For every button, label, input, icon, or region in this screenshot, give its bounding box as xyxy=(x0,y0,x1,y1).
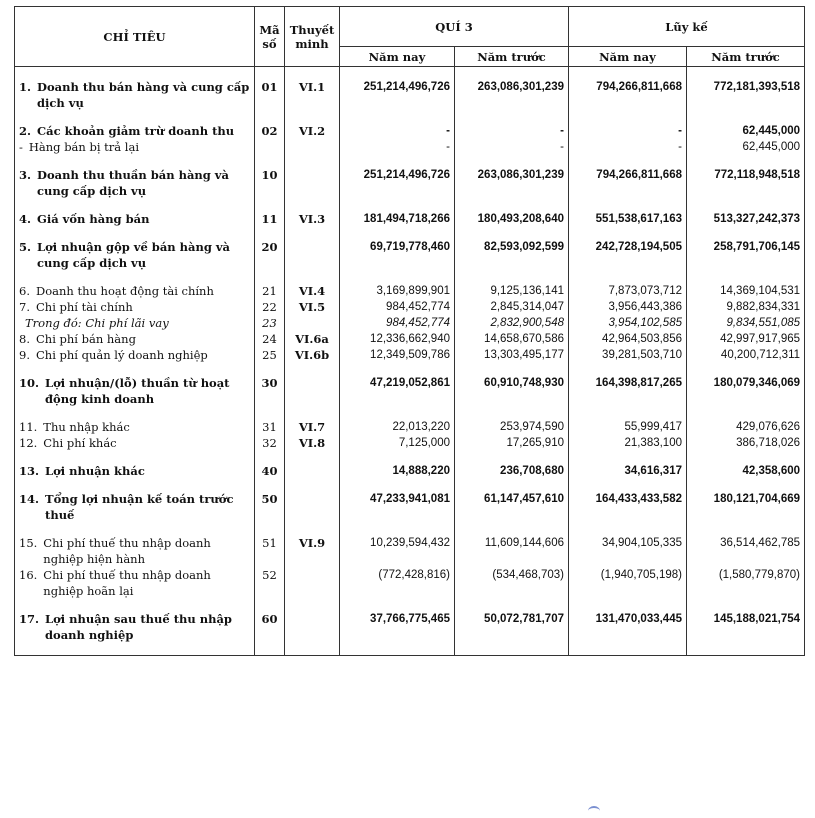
value-q-this: 12,349,509,786 xyxy=(340,347,455,363)
row-note: VI.6b xyxy=(285,347,340,363)
row-code: 20 xyxy=(255,239,285,271)
row-label-cell xyxy=(15,435,255,451)
header-quarter-last-year: Năm trước xyxy=(455,47,569,67)
row-number: 2. xyxy=(19,124,32,138)
row-label: Doanh thu bán hàng và cung cấp dịch vụ xyxy=(37,80,250,110)
value-ytd-prev: 36,514,462,785 xyxy=(687,535,805,567)
row-note xyxy=(285,167,340,199)
row-label-cell xyxy=(15,375,255,407)
row-number: 4. xyxy=(19,212,32,226)
row-label: Doanh thu thuần bán hàng và cung cấp dịch vụ xyxy=(37,168,229,198)
row-label-cell xyxy=(15,79,255,111)
value-ytd-prev: 9,834,551,085 xyxy=(687,315,805,331)
row-label-cell xyxy=(15,347,255,363)
table-row xyxy=(15,283,805,299)
table-row xyxy=(15,239,805,271)
table-row xyxy=(15,375,805,407)
value-ytd-this: 164,433,433,582 xyxy=(569,491,687,523)
value-q-prev: - xyxy=(455,139,569,155)
table-row xyxy=(15,299,805,315)
value-q-prev: 50,072,781,707 xyxy=(455,611,569,643)
row-number: 3. xyxy=(19,168,32,182)
row-label: Giá vốn hàng bán xyxy=(37,212,150,226)
value-ytd-this: 131,470,033,445 xyxy=(569,611,687,643)
value-q-this: 984,452,774 xyxy=(340,315,455,331)
row-label-cell xyxy=(15,211,255,227)
row-note xyxy=(285,239,340,271)
table-row xyxy=(15,79,805,111)
row-note: VI.1 xyxy=(285,79,340,111)
value-q-this: 69,719,778,460 xyxy=(340,239,455,271)
value-ytd-prev: 9,882,834,331 xyxy=(687,299,805,315)
table-row xyxy=(15,491,805,523)
spacer-row xyxy=(15,407,805,419)
value-q-this: 47,219,052,861 xyxy=(340,375,455,407)
row-label: Lợi nhuận sau thuế thu nhập doanh nghiệp xyxy=(45,612,232,642)
value-q-prev: 82,593,092,599 xyxy=(455,239,569,271)
value-q-prev: 61,147,457,610 xyxy=(455,491,569,523)
spacer-row xyxy=(15,227,805,239)
table-row xyxy=(15,167,805,199)
value-q-prev: 13,303,495,177 xyxy=(455,347,569,363)
table-row xyxy=(15,567,805,599)
spacer-row xyxy=(15,67,805,80)
value-q-this: 7,125,000 xyxy=(340,435,455,451)
spacer-row xyxy=(15,363,805,375)
header-ytd-this-year: Năm nay xyxy=(569,47,687,67)
row-number: 11. xyxy=(19,420,38,434)
row-label: Thu nhập khác xyxy=(43,420,130,434)
row-number: 7. xyxy=(19,300,30,314)
header-ytd-last-year: Năm trước xyxy=(687,47,805,67)
value-ytd-prev: 772,118,948,518 xyxy=(687,167,805,199)
value-q-prev: 236,708,680 xyxy=(455,463,569,479)
value-ytd-prev: 429,076,626 xyxy=(687,419,805,435)
row-label-cell xyxy=(15,535,255,567)
row-number: 1. xyxy=(19,80,32,94)
value-q-prev: 11,609,144,606 xyxy=(455,535,569,567)
value-q-prev: (534,468,703) xyxy=(455,567,569,599)
row-label: Các khoản giảm trừ doanh thu xyxy=(37,124,235,138)
value-ytd-this: 34,904,105,335 xyxy=(569,535,687,567)
value-q-this: 251,214,496,726 xyxy=(340,167,455,199)
row-code: 11 xyxy=(255,211,285,227)
row-code: 10 xyxy=(255,167,285,199)
table-row xyxy=(15,435,805,451)
value-ytd-prev: 258,791,706,145 xyxy=(687,239,805,271)
row-code: 25 xyxy=(255,347,285,363)
value-ytd-prev: 145,188,021,754 xyxy=(687,611,805,643)
row-label: Trong đó: Chi phí lãi vay xyxy=(25,316,169,330)
value-q-this: 181,494,718,266 xyxy=(340,211,455,227)
row-label-cell xyxy=(15,299,255,315)
value-q-prev: 180,493,208,640 xyxy=(455,211,569,227)
value-ytd-prev: 14,369,104,531 xyxy=(687,283,805,299)
row-label: Lợi nhuận gộp về bán hàng và cung cấp dịch vụ xyxy=(37,240,231,270)
spacer-row xyxy=(15,155,805,167)
row-code: 31 xyxy=(255,419,285,435)
row-label: Chi phí khác xyxy=(43,436,117,450)
row-label-cell xyxy=(15,167,255,199)
value-ytd-this: 39,281,503,710 xyxy=(569,347,687,363)
value-q-prev: 17,265,910 xyxy=(455,435,569,451)
value-ytd-this: 242,728,194,505 xyxy=(569,239,687,271)
table-row xyxy=(15,123,805,139)
header-indicator: CHỈ TIÊU xyxy=(15,7,255,67)
table-row xyxy=(15,611,805,643)
row-number: 12. xyxy=(19,436,38,450)
row-label-cell xyxy=(15,331,255,347)
value-q-prev: - xyxy=(455,123,569,139)
row-code: 24 xyxy=(255,331,285,347)
row-label-cell xyxy=(15,139,255,155)
value-ytd-prev: (1,580,779,870) xyxy=(687,567,805,599)
row-note xyxy=(285,463,340,479)
table-row xyxy=(15,139,805,155)
value-ytd-prev: 386,718,026 xyxy=(687,435,805,451)
table-row xyxy=(15,463,805,479)
value-q-this: 3,169,899,901 xyxy=(340,283,455,299)
value-q-this: - xyxy=(340,123,455,139)
row-label: Chi phí thuế thu nhập doanh nghiệp hiện hành xyxy=(43,536,211,566)
value-q-this: 22,013,220 xyxy=(340,419,455,435)
spacer-row xyxy=(15,599,805,611)
value-ytd-this: - xyxy=(569,139,687,155)
row-note xyxy=(285,567,340,599)
header-note: Thuyết minh xyxy=(285,7,340,67)
value-ytd-this: 551,538,617,163 xyxy=(569,211,687,227)
value-ytd-this: 34,616,317 xyxy=(569,463,687,479)
row-code: 01 xyxy=(255,79,285,111)
row-number: 16. xyxy=(19,568,38,582)
row-label-cell xyxy=(15,239,255,271)
row-note: VI.2 xyxy=(285,123,340,139)
value-ytd-this: 7,873,073,712 xyxy=(569,283,687,299)
table-body xyxy=(15,67,805,656)
value-q-prev: 263,086,301,239 xyxy=(455,167,569,199)
row-code: 60 xyxy=(255,611,285,643)
spacer-row xyxy=(15,199,805,211)
row-label-cell xyxy=(15,567,255,599)
value-ytd-this: 3,954,102,585 xyxy=(569,315,687,331)
row-number: 5. xyxy=(19,240,32,254)
header-quarter: QUÍ 3 xyxy=(340,7,569,47)
row-note: VI.5 xyxy=(285,299,340,315)
value-ytd-this: 794,266,811,668 xyxy=(569,79,687,111)
row-label-cell xyxy=(15,283,255,299)
row-note: VI.9 xyxy=(285,535,340,567)
value-q-prev: 14,658,670,586 xyxy=(455,331,569,347)
table-row xyxy=(15,315,805,331)
value-ytd-prev: 42,358,600 xyxy=(687,463,805,479)
table-header xyxy=(15,7,805,67)
row-code: 50 xyxy=(255,491,285,523)
row-note xyxy=(285,375,340,407)
row-note xyxy=(285,139,340,155)
row-code: 32 xyxy=(255,435,285,451)
row-number: 10. xyxy=(19,376,40,390)
table-row xyxy=(15,211,805,227)
row-note: VI.6a xyxy=(285,331,340,347)
income-statement-table xyxy=(14,6,805,656)
spacer-row xyxy=(15,479,805,491)
value-q-this: 10,239,594,432 xyxy=(340,535,455,567)
row-note: VI.4 xyxy=(285,283,340,299)
row-note xyxy=(285,491,340,523)
row-number: 14. xyxy=(19,492,40,506)
row-code: 23 xyxy=(255,315,285,331)
row-label: Chi phí quản lý doanh nghiệp xyxy=(35,348,208,362)
row-label-cell xyxy=(15,611,255,643)
row-code xyxy=(255,139,285,155)
row-label: Lợi nhuận khác xyxy=(45,464,145,478)
spacer-row xyxy=(15,451,805,463)
spacer-row xyxy=(15,271,805,283)
value-q-this: 37,766,775,465 xyxy=(340,611,455,643)
row-code: 30 xyxy=(255,375,285,407)
value-ytd-prev: 513,327,242,373 xyxy=(687,211,805,227)
value-q-this: (772,428,816) xyxy=(340,567,455,599)
row-code: 21 xyxy=(255,283,285,299)
row-label: Lợi nhuận/(lỗ) thuần từ hoạt động kinh doanh xyxy=(45,376,230,406)
row-code: 02 xyxy=(255,123,285,139)
value-ytd-this: 55,999,417 xyxy=(569,419,687,435)
row-note: VI.3 xyxy=(285,211,340,227)
value-ytd-prev: 62,445,000 xyxy=(687,139,805,155)
value-q-prev: 9,125,136,141 xyxy=(455,283,569,299)
row-note: VI.7 xyxy=(285,419,340,435)
table-row xyxy=(15,535,805,567)
value-q-this: 251,214,496,726 xyxy=(340,79,455,111)
row-note xyxy=(285,315,340,331)
row-code: 51 xyxy=(255,535,285,567)
row-label: Chi phí bán hàng xyxy=(35,332,136,346)
row-number: 8. xyxy=(19,332,30,346)
row-code: 52 xyxy=(255,567,285,599)
value-ytd-prev: 62,445,000 xyxy=(687,123,805,139)
header-code: Mã số xyxy=(255,7,285,67)
value-ytd-prev: 40,200,712,311 xyxy=(687,347,805,363)
row-label-cell xyxy=(15,491,255,523)
spacer-row xyxy=(15,523,805,535)
value-ytd-prev: 42,997,917,965 xyxy=(687,331,805,347)
row-label-cell xyxy=(15,419,255,435)
row-label: Doanh thu hoạt động tài chính xyxy=(35,284,214,298)
table-row xyxy=(15,419,805,435)
value-q-this: 47,233,941,081 xyxy=(340,491,455,523)
row-label: Chi phí thuế thu nhập doanh nghiệp hoãn lại xyxy=(43,568,211,598)
row-label-cell xyxy=(15,463,255,479)
value-ytd-prev: 180,121,704,669 xyxy=(687,491,805,523)
row-number: 17. xyxy=(19,612,40,626)
value-ytd-this: 3,956,443,386 xyxy=(569,299,687,315)
value-q-this: 984,452,774 xyxy=(340,299,455,315)
row-label: Chi phí tài chính xyxy=(35,300,133,314)
table-row xyxy=(15,331,805,347)
row-code: 22 xyxy=(255,299,285,315)
table-row xyxy=(15,347,805,363)
value-ytd-this: 42,964,503,856 xyxy=(569,331,687,347)
value-q-this: - xyxy=(340,139,455,155)
row-label: Hàng bán bị trả lại xyxy=(28,140,140,154)
value-ytd-this: 21,383,100 xyxy=(569,435,687,451)
value-ytd-this: 794,266,811,668 xyxy=(569,167,687,199)
row-number: 9. xyxy=(19,348,30,362)
value-q-prev: 2,845,314,047 xyxy=(455,299,569,315)
spacer-row xyxy=(15,111,805,123)
row-number: - xyxy=(19,140,23,154)
header-ytd: Lũy kế xyxy=(569,7,805,47)
value-q-this: 14,888,220 xyxy=(340,463,455,479)
row-code: 40 xyxy=(255,463,285,479)
row-label: Tổng lợi nhuận kế toán trước thuế xyxy=(45,492,234,522)
value-ytd-this: - xyxy=(569,123,687,139)
value-q-this: 12,336,662,940 xyxy=(340,331,455,347)
row-number: 13. xyxy=(19,464,40,478)
row-note: VI.8 xyxy=(285,435,340,451)
value-q-prev: 2,832,900,548 xyxy=(455,315,569,331)
row-label-cell xyxy=(15,123,255,139)
value-ytd-prev: 180,079,346,069 xyxy=(687,375,805,407)
value-q-prev: 60,910,748,930 xyxy=(455,375,569,407)
signature-mark xyxy=(588,806,600,816)
spacer-row xyxy=(15,643,805,656)
row-number: 6. xyxy=(19,284,30,298)
value-ytd-this: (1,940,705,198) xyxy=(569,567,687,599)
header-quarter-this-year: Năm nay xyxy=(340,47,455,67)
value-ytd-prev: 772,181,393,518 xyxy=(687,79,805,111)
row-number: 15. xyxy=(19,536,38,550)
row-note xyxy=(285,611,340,643)
value-ytd-this: 164,398,817,265 xyxy=(569,375,687,407)
row-label-cell xyxy=(15,315,255,331)
value-q-prev: 253,974,590 xyxy=(455,419,569,435)
value-q-prev: 263,086,301,239 xyxy=(455,79,569,111)
